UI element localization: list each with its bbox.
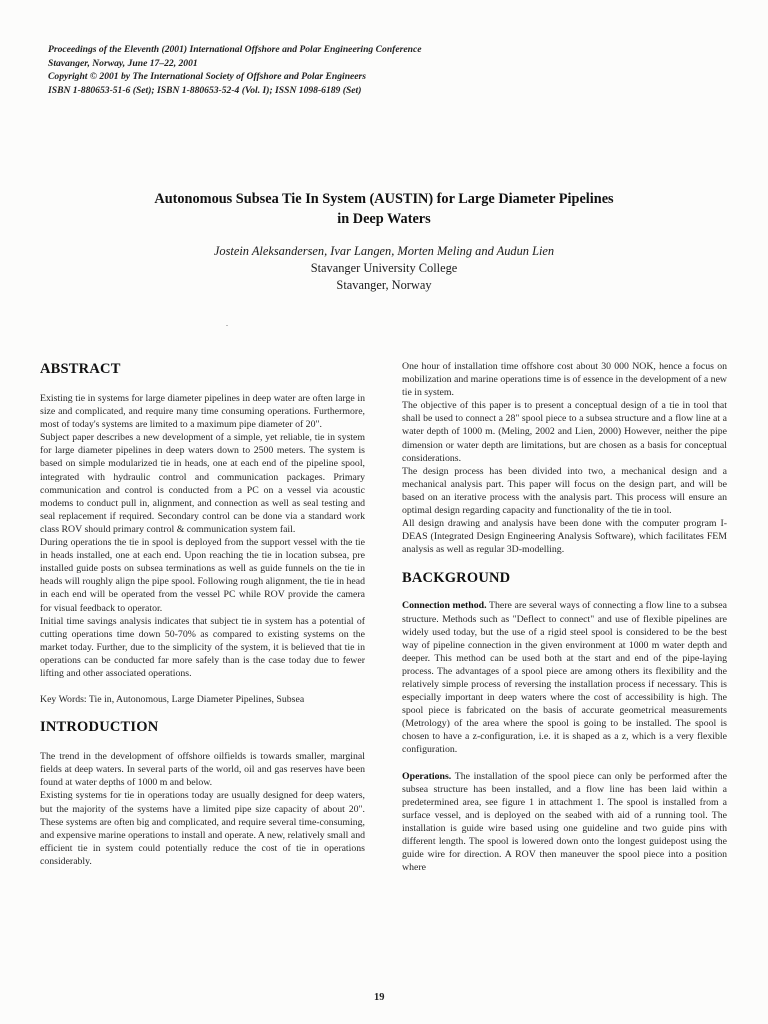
paper-title <box>84 189 684 229</box>
abstract-heading: ABSTRACT <box>40 361 121 377</box>
operations-text: The installation of the spool piece can only be performed after the subsea structure has been installed, and a flow line has been laid within a predetermined area, see figure 1 in attachment 1. The spool is installed from a surface vessel, and is deployed on the seabed with aid of a running tool. The installation is guide wire based using one guideline and two guide pins with different length. The spool is lowered down onto the longest guidepost using the guide wire for direction. A ROV then maneuver the spool piece into a position where <box>402 770 727 874</box>
copyright-line: Copyright © 2001 by The International Society of Offshore and Polar Engineers <box>48 71 367 83</box>
scan-speck <box>226 325 228 326</box>
proceedings-line: Proceedings of the Eleventh (2001) International Offshore and Polar Engineering Conference <box>48 44 422 55</box>
abstract-paragraph: Existing tie in systems for large diameter pipelines in deep water are often large in size and complicated, and require many time consuming operations. Furthermore, most of today's systems are limited to a maximum pipe diameter of 20". <box>40 393 365 431</box>
keywords: Key Words: Tie in, Autonomous, Large Diameter Pipelines, Subsea <box>40 694 305 706</box>
background-heading: BACKGROUND <box>402 570 511 587</box>
author-block <box>84 243 684 294</box>
introduction-paragraph: Existing systems for tie in operations today are usually designed for deep waters, but the majority of the systems have a limited pipe size capacity of about 20". These systems are often big and complicated, and require several time-consuming, and expensive marine operations to install and operate. A new, relatively small and efficient tie in system could potentially reduce the cost of tie in operations considerably. <box>40 790 365 867</box>
introduction-heading: INTRODUCTION <box>40 719 159 736</box>
isbn-line: ISBN 1-880653-51-6 (Set); ISBN 1-880653-52-4 (Vol. I); ISSN 1098-6189 (Set) <box>48 84 362 96</box>
body-paragraph: The design process has been divided into two, a mechanical design and a mechanical analysis part. This paper will focus on the design part, and will be based on an iterative process with the analysis part. This process will ensure an optimal design regarding capacity and functionality of the tie in tool. <box>402 465 727 517</box>
author-location: Stavanger, Norway <box>336 278 432 292</box>
venue-line: Stavanger, Norway, June 17–22, 2001 <box>48 57 198 69</box>
abstract-paragraph: Subject paper describes a new development of a simple, yet reliable, tie in system for large diameter pipelines in deep waters down to 2500 meters. The system is based on simple modularized tie in heads, one at each end of the pipeline spool, integrated with hydraulic control and communication packages. Primary communication and control is conducted from a PC on a vessel via acoustic modems to conduct pull in, alignment, and connection as well as seal testing and seal replacement if required. Secondary control can be done via a standard work class ROV should primary control & communication system fail. <box>40 432 365 535</box>
author-affiliation: Stavanger University College <box>310 261 458 275</box>
left-column <box>40 360 365 868</box>
abstract-paragraph: Initial time savings analysis indicates that subject tie in system has a potential of cutting operations time down 50-70% as compared to existing systems on the market today. Further, due to the simplicity of the system, it is believed that tie in operations can be conducted far more safely than is the case today due to fewer lifting and other associated operations. <box>40 615 365 679</box>
title-line-1: Autonomous Subsea Tie In System (AUSTIN) for Large Diameter Pipelines <box>154 191 614 207</box>
background-paragraph <box>402 599 727 756</box>
title-line-2: in Deep Waters <box>337 211 431 227</box>
abstract-paragraph: During operations the tie in spool is deployed from the support vessel with the tie in heads installed, one at each end. Upon reaching the tie in location subsea, pre installed guide posts on subsea terminations as well as guide funnels on the tie in heads will roughly align the pipe spool. Following rough alignment, the tie in head in each end will be operated from the vessel PC while ROV provide the camera for visual feedback to operator. <box>40 537 365 614</box>
background-paragraph <box>402 770 727 875</box>
operations-lead: Operations. <box>402 770 452 782</box>
right-column <box>402 360 727 874</box>
conference-header <box>48 43 608 97</box>
connection-method-lead: Connection method. <box>402 600 487 612</box>
body-paragraph: The objective of this paper is to present a conceptual design of a tie in tool that shall be used to connect a 28" spool piece to a subsea structure and a flow line at a water depth of 1000 m. (Meling, 2002 and Lien, 2000) However, neither the pipe dimension or water depth are limitations, but are chosen as a basis for conceptual considerations. <box>402 400 727 464</box>
connection-method-text: There are several ways of connecting a flow line to a subsea structure. Methods such as "Deflect to connect" and use of flexible pipelines are widely used today, but the use of a rigid steel spool is considered to be the best way of pipeline connection in the given environment at 1000 m water depth and deeper. This method can be used both at the start and end of the pipe-laying process. The advantages of a spool piece are among others its flexibility and the relatively simple process of reversing the installation process if necessary. This is especially important in deep waters where the cost of accessibility is high. The spool piece is fabricated on the basis of accurate geometrical measurements (Metrology) of the area where the spool is going to be installed. The spool is chosen to have a z-configuration, i.e. it is shaped as a z, which is a very flexible configuration. <box>402 600 727 756</box>
introduction-paragraph: The trend in the development of offshore oilfields is towards smaller, marginal fields at deep waters. In several parts of the world, oil and gas reserves have been found at water depths of 1000 m and below. <box>40 751 365 789</box>
page-number: 19 <box>374 992 385 1003</box>
body-paragraph: One hour of installation time offshore cost about 30 000 NOK, hence a focus on mobilization and marine operations time is of essence in the development of a new tie in system. <box>402 361 727 399</box>
body-paragraph: All design drawing and analysis have been done with the computer program I-DEAS (Integrated Design Engineering Analysis Software), which facilitates FEM analysis as well as regular 3D-modelling. <box>402 518 727 556</box>
author-names: Jostein Aleksandersen, Ivar Langen, Morten Meling and Audun Lien <box>213 244 555 258</box>
